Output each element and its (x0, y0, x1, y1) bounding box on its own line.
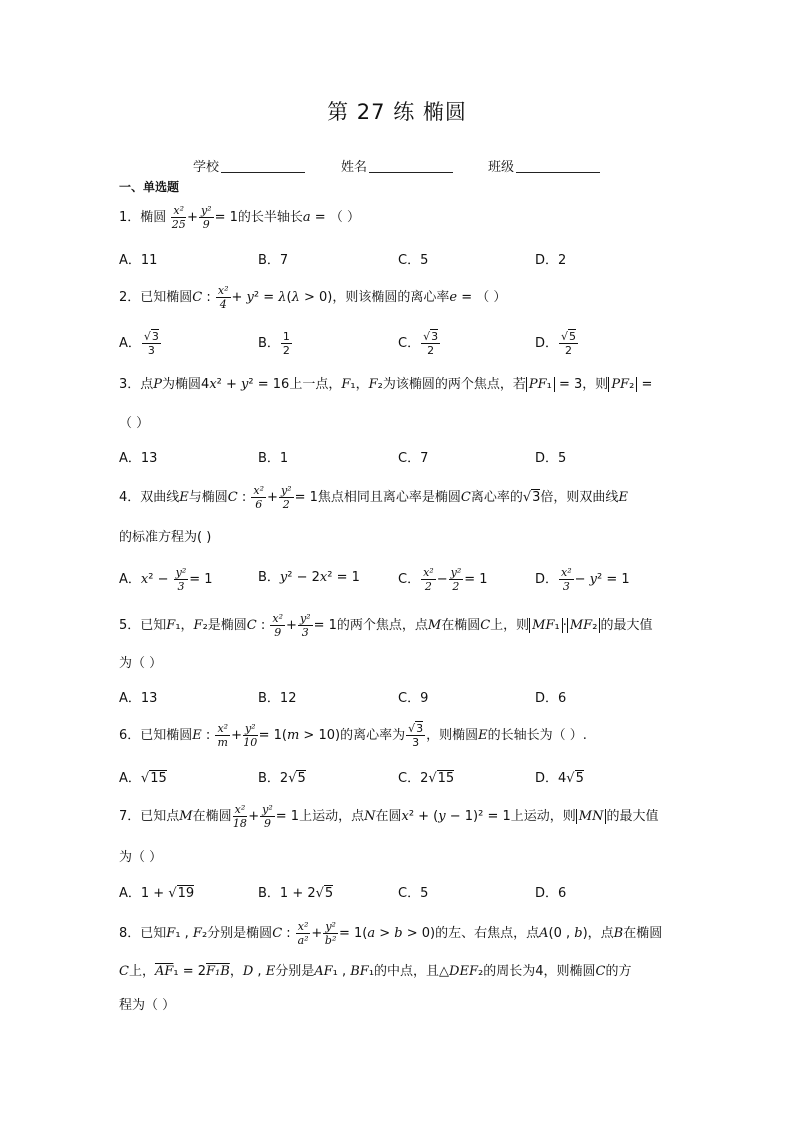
options-5 (119, 687, 719, 709)
option-c[interactable]: C．7 (398, 451, 429, 466)
option-c[interactable]: C．5 (398, 253, 429, 268)
name-label: 姓名 (341, 160, 368, 175)
option-c[interactable]: C． $\frac{\text{x²}}{2}$ − $\frac{\text{y²}}{2}$ = 1 (398, 566, 488, 593)
name-field[interactable] (341, 156, 453, 175)
options-3 (119, 447, 719, 469)
option-b[interactable]: B．1 + 2√5 (258, 886, 334, 901)
question-1: 1．椭圆 $\frac{\text{x²}}{25}$ + $\frac{\text{y²}}{9}$ = 1的长半轴长a = （ ） (119, 204, 360, 231)
options-2 (119, 330, 719, 357)
class-blank[interactable] (516, 160, 600, 173)
options-6 (119, 767, 719, 789)
name-blank[interactable] (369, 160, 453, 173)
option-b[interactable]: B．y² − 2x² = 1 (258, 570, 360, 585)
option-a[interactable]: A．11 (119, 253, 158, 268)
option-a[interactable]: A．13 (119, 691, 158, 706)
question-6: 6．已知椭圆E : $\frac{\text{x²}}{m}$ + $\frac{\text{y²}}{10}$ = 1(m > 10)的离心率为 $\frac{√3}{3}$ ，则椭圆E的长轴长为（ ）. (119, 722, 587, 749)
section-heading: 一、单选题 (119, 180, 180, 194)
option-a[interactable]: A．1 + √19 (119, 886, 195, 901)
question-5-cont: 为（ ） (119, 656, 163, 671)
question-2: 2．已知椭圆C : $\frac{\text{x²}}{4}$ + y² = λ(λ > 0)，则该椭圆的离心率e = （ ） (119, 284, 507, 311)
option-c[interactable]: C．5 (398, 886, 429, 901)
question-4-cont: 的标准方程为( ) (119, 530, 212, 545)
option-c[interactable]: C．9 (398, 691, 429, 706)
option-d[interactable]: D．2 (535, 253, 567, 268)
school-field[interactable] (193, 156, 305, 175)
options-7 (119, 882, 719, 904)
option-a[interactable]: A．13 (119, 451, 158, 466)
option-d[interactable]: D． $\frac{\text{x²}}{3}$ − y² = 1 (535, 566, 630, 593)
option-d[interactable]: D． $\frac{√5}{2}$ (535, 330, 577, 357)
page-title: 第 27 练 椭圆 (327, 100, 467, 124)
option-a[interactable]: A． $\frac{√3}{3}$ (119, 330, 159, 357)
question-3: 3．点P为椭圆4x² + y² = 16上一点，F₁，F₂为该椭圆的两个焦点，若 PF₁ = 3，则 PF₂ = (119, 377, 653, 392)
question-4: 4．双曲线E与椭圆C : $\frac{\text{x²}}{6}$ + $\frac{\text{y²}}{2}$ = 1焦点相同且离心率是椭圆C离心率的√3倍，则双曲线E (119, 484, 628, 511)
question-3-cont: （ ） (119, 416, 150, 431)
question-7: 7．已知点M在椭圆 $\frac{\text{x²}}{18}$ + $\frac{\text{y²}}{9}$ = 1上运动，点N在圆x² + (y − 1)² = 1上运动，则 MN 的最大值 (119, 803, 659, 830)
option-c[interactable]: C． $\frac{√3}{2}$ (398, 330, 439, 357)
school-blank[interactable] (221, 160, 305, 173)
class-label: 班级 (488, 160, 515, 175)
question-8: 8．已知F₁ , F₂分别是椭圆C : $\frac{\text{x²}}{\text{a²}}$ + $\frac{\text{y²}}{\text{b²}}$ = 1(a > b > 0)的左、右焦点，点A(0 , b)，点B在椭圆 (119, 920, 663, 947)
option-d[interactable]: D．5 (535, 451, 567, 466)
school-label: 学校 (193, 160, 220, 175)
option-c[interactable]: C．2√15 (398, 771, 455, 786)
options-1 (119, 249, 719, 271)
question-8-cont: 程为（ ） (119, 998, 176, 1013)
class-field[interactable] (488, 156, 600, 175)
option-b[interactable]: B． $\frac{1}{2}$ (258, 330, 290, 357)
option-b[interactable]: B．2√5 (258, 771, 306, 786)
option-b[interactable]: B．7 (258, 253, 289, 268)
question-7-cont: 为（ ） (119, 850, 163, 865)
question-8-line-2: C上，$\overline{AF}_1 = 2F_1B$，D , E分别是AF₁ , BF₁的中点，且△DEF₂的周长为4，则椭圆C的方 (119, 964, 632, 979)
option-b[interactable]: B．1 (258, 451, 289, 466)
options-4 (119, 566, 719, 593)
option-d[interactable]: D．4√5 (535, 771, 584, 786)
option-a[interactable]: A．√15 (119, 771, 167, 786)
option-d[interactable]: D．6 (535, 691, 567, 706)
option-d[interactable]: D．6 (535, 886, 567, 901)
option-a[interactable]: A．x² − $\frac{\text{y²}}{3}$ = 1 (119, 566, 213, 593)
option-b[interactable]: B．12 (258, 691, 297, 706)
question-5: 5．已知F₁，F₂是椭圆C : $\frac{\text{x²}}{9}$ + $\frac{\text{y²}}{3}$ = 1的两个焦点，点M在椭圆C上，则 MF₁ · MF₂ 的最大值 (119, 612, 653, 639)
